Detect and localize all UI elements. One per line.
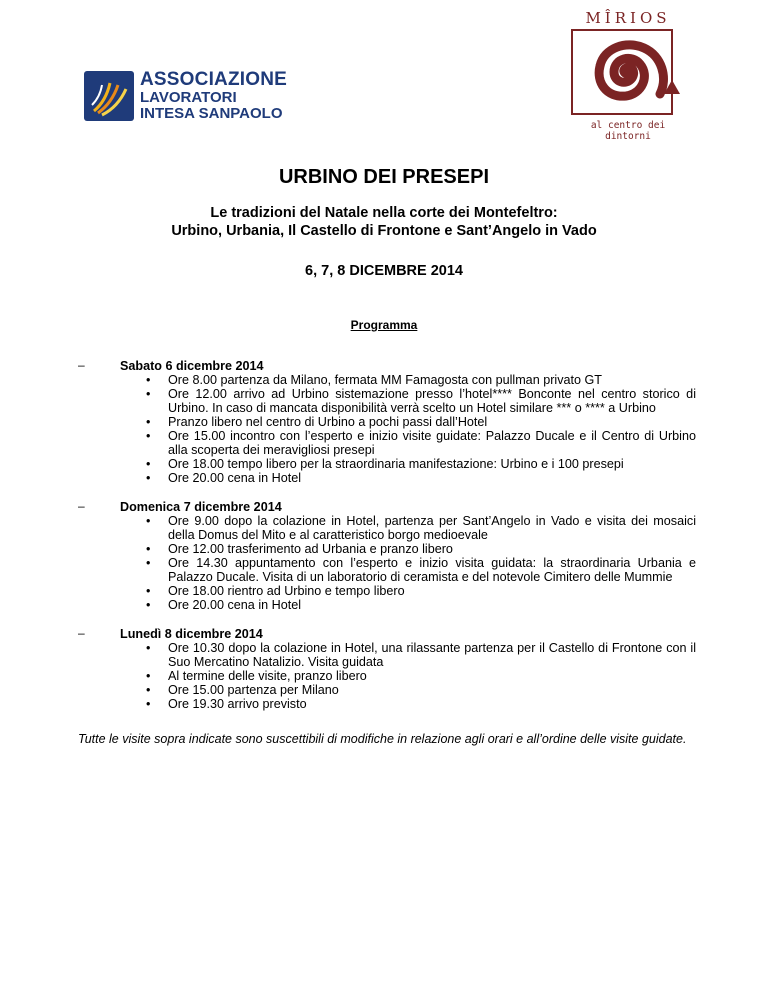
bullet-icon: • xyxy=(146,697,151,711)
list-item: • Ore 18.00 rientro ad Urbino e tempo libero xyxy=(146,584,405,598)
bullet-icon: • xyxy=(146,669,151,683)
page-title: URBINO DEI PRESEPI xyxy=(278,166,490,188)
disclaimer-note: Tutte le visite sopra indicate sono suscettibili di modifiche in relazione agli orari e all’ordine delle visite guidate. xyxy=(78,732,687,746)
dash-bullet: – xyxy=(78,358,85,372)
bullet-icon: • xyxy=(146,373,151,387)
list-item: • Al termine delle visite, pranzo libero xyxy=(146,669,367,683)
subtitle-line-2: Urbino, Urbania, Il Castello di Frontone e Sant’Angelo in Vado xyxy=(171,223,597,239)
mirios-tagline: al centro dei dintorni xyxy=(590,120,666,142)
list-item: • Ore 10.30 dopo la colazione in Hotel, una rilassante partenza per il Castello di Frontone con il Suo Mercatino Natalizio. Visita guidata xyxy=(146,641,696,669)
bullet-icon: • xyxy=(146,471,151,485)
logo-line-lavoratori: LAVORATORI xyxy=(140,88,237,106)
logo-line-intesa: INTESA SANPAOLO xyxy=(140,104,283,122)
spiral-icon xyxy=(568,28,688,118)
list-item: • Ore 12.00 trasferimento ad Urbania e pranzo libero xyxy=(146,542,453,556)
mirios-logo xyxy=(566,10,690,142)
bullet-icon: • xyxy=(146,457,151,471)
list-item: • Ore 15.00 partenza per Milano xyxy=(146,683,339,697)
day-heading: Lunedì 8 dicembre 2014 xyxy=(120,627,263,641)
page-subtitle xyxy=(0,204,768,240)
day-items xyxy=(146,514,696,612)
list-item: • Ore 8.00 partenza da Milano, fermata MM Famagosta con pullman privato GT xyxy=(146,373,602,387)
associazione-logo xyxy=(84,70,287,121)
list-item: • Pranzo libero nel centro di Urbino a pochi passi dall’Hotel xyxy=(146,415,488,429)
day-heading: Sabato 6 dicembre 2014 xyxy=(120,359,264,373)
list-item: • Ore 20.00 cena in Hotel xyxy=(146,598,302,612)
mirios-name: MÎRIOS xyxy=(585,9,671,27)
dash-bullet: – xyxy=(78,499,85,513)
list-item: • Ore 20.00 cena in Hotel xyxy=(146,471,302,485)
bullet-icon: • xyxy=(146,641,151,655)
programma-heading: Programma xyxy=(350,318,418,332)
logo-line-associazione: ASSOCIAZIONE xyxy=(140,69,288,90)
list-item: • Ore 14.30 appuntamento con l’esperto e inizio visita guidata: la straordinaria Urbania e Palazzo Ducale. Visita di un laboratorio di ceramista e del notevole Cimitero delle Mummie xyxy=(146,556,696,584)
bullet-icon: • xyxy=(146,429,151,443)
associazione-logo-icon xyxy=(84,71,134,121)
bullet-icon: • xyxy=(146,387,151,401)
list-item: • Ore 19.30 arrivo previsto xyxy=(146,697,307,711)
bullet-icon: • xyxy=(146,556,151,570)
bullet-icon: • xyxy=(146,542,151,556)
bullet-icon: • xyxy=(146,683,151,697)
day-items xyxy=(146,641,696,711)
bullet-icon: • xyxy=(146,598,151,612)
bullet-icon: • xyxy=(146,514,151,528)
list-item: • Ore 9.00 dopo la colazione in Hotel, partenza per Sant’Angelo in Vado e visita dei mosaici della Domus del Mito e al caratteristico borgo medioevale xyxy=(146,514,696,542)
list-item: • Ore 18.00 tempo libero per la straordinaria manifestazione: Urbino e i 100 presepi xyxy=(146,457,624,471)
dash-bullet: – xyxy=(78,626,85,640)
bullet-icon: • xyxy=(146,415,151,429)
event-dates: 6, 7, 8 DICEMBRE 2014 xyxy=(305,263,463,279)
bullet-icon: • xyxy=(146,584,151,598)
list-item: • Ore 15.00 incontro con l’esperto e inizio visite guidate: Palazzo Ducale e il Centro di Urbino alla scoperta dei meravigliosi presepi xyxy=(146,429,696,457)
day-items xyxy=(146,373,696,485)
day-heading: Domenica 7 dicembre 2014 xyxy=(120,500,282,514)
subtitle-line-1: Le tradizioni del Natale nella corte dei Montefeltro: xyxy=(210,205,558,221)
list-item: • Ore 12.00 arrivo ad Urbino sistemazione presso l’hotel**** Bonconte nel centro storico di Urbino. In caso di mancata disponibilità verrà scelto un Hotel similare *** o **** a Urbino xyxy=(146,387,696,415)
